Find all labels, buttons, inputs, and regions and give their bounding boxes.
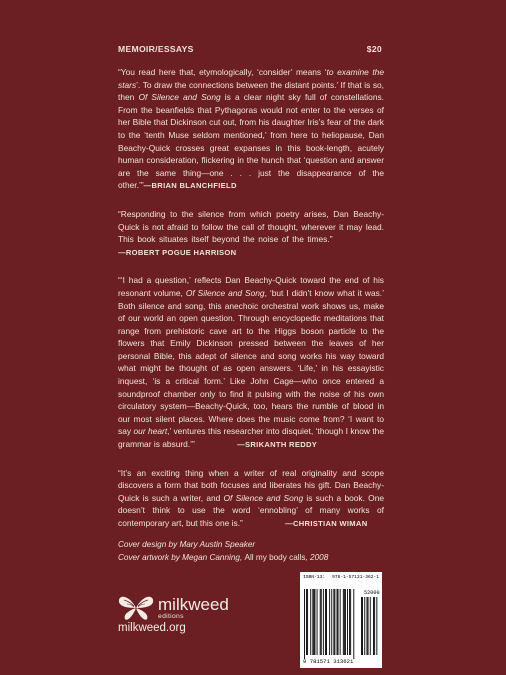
barcode-bar xyxy=(334,589,335,655)
barcode-bar xyxy=(313,589,314,655)
blurb-harrison xyxy=(118,208,384,259)
barcode-bar xyxy=(349,589,350,655)
isbn-line xyxy=(303,575,379,580)
barcode-bar xyxy=(326,589,327,655)
blurb-emphasis: to examine the stars xyxy=(118,67,384,90)
blurb-wiman xyxy=(118,467,384,531)
price-code: 52000 xyxy=(364,590,380,596)
barcode-bar xyxy=(353,589,354,659)
blurb-attribution: —BRIAN BLANCHFIELD xyxy=(143,181,237,191)
barcode-bar xyxy=(317,589,318,655)
barcode-bar xyxy=(333,589,334,655)
barcode-bar xyxy=(350,589,351,655)
barcode-bars xyxy=(304,585,380,659)
blurb-blanchfield xyxy=(118,66,384,193)
barcode-bar xyxy=(329,589,330,655)
blurb-attribution: —CHRISTIAN WIMAN xyxy=(285,519,368,528)
publisher-logo xyxy=(118,592,248,638)
addon-bar xyxy=(376,597,377,655)
addon-bar xyxy=(362,597,363,655)
barcode-digits: 9 781571 313621 xyxy=(303,658,354,665)
artwork-title: All my body calls xyxy=(244,553,306,562)
barcode-bar xyxy=(337,589,338,655)
butterfly-icon xyxy=(118,594,154,622)
blurb-text: is a clear night sky full of constellations. From the beanfields that Pythagoras would not enter to the verses of her Bible that Dickinson cut out, from his daughter Iris’s fear of the dark to the ‘tenth Muse seldom mentioned,’ from here to heliopause, Dan Beachy-Quick crosses great expanses in this book-length, acutely human consideration, flickering in the hunch that ‘question and answer are the same thing—one . . . just the disappearance of the other.’” xyxy=(118,92,384,191)
book-title-italic: Of Silence and Song xyxy=(185,287,265,298)
barcode-bar xyxy=(344,589,345,655)
blurb-text: “You read here that, etymologically, ‘consider’ means ‘ xyxy=(118,67,327,77)
barcode-bar xyxy=(321,589,322,655)
book-title-italic: Of Silence and Song xyxy=(223,492,304,503)
addon-bar xyxy=(367,597,368,655)
addon-bar xyxy=(370,597,371,655)
barcode-bar xyxy=(307,589,308,655)
addon-bar xyxy=(361,597,362,655)
price-label: $20 xyxy=(366,44,382,54)
barcode-bar xyxy=(338,589,339,655)
isbn-number: 978-1-57131-362-1 xyxy=(332,575,379,580)
addon-bar xyxy=(373,597,374,655)
book-title-italic: Of Silence and Song xyxy=(138,92,221,103)
blurb-emphasis: our heart xyxy=(133,426,168,437)
barcode-bar xyxy=(343,589,344,655)
blurbs xyxy=(118,66,384,546)
blurb-text: ,’ ventures this researcher into disquiet, ‘though I know the grammar is absurd.’” xyxy=(118,426,384,450)
publisher-subtitle: editions xyxy=(158,613,184,620)
barcode-bar xyxy=(310,589,311,655)
barcode-bar xyxy=(325,589,326,655)
blurb-attribution: —SRIKANTH REDDY xyxy=(237,440,318,450)
addon-bar xyxy=(374,597,375,655)
category-label: MEMOIR/ESSAYS xyxy=(118,44,194,54)
barcode-bar xyxy=(304,589,305,659)
cover-artwork-credit: Cover artwork by Megan Canning, All my body calls, 2008 xyxy=(118,553,329,562)
blurb-text: is such a book. One doesn’t think to use the word ‘ennobling’ of many works of contemporary art, but this one is.” xyxy=(118,492,385,528)
blurb-reddy xyxy=(118,274,384,451)
blurb-text: ’. To draw the connections between the distant points.’ If that is so, then xyxy=(118,79,384,103)
publisher-name: milkweed xyxy=(158,595,229,614)
blurb-text: “It’s an exciting thing when a writer of real originality and scope discovers a form that both focuses and liberates his gift. Dan Beachy-Quick is such a writer, and xyxy=(118,467,384,503)
barcode-bar xyxy=(312,589,313,655)
isbn-label: ISBN-13: xyxy=(303,575,326,580)
barcode-bar xyxy=(347,589,348,655)
barcode-bar xyxy=(323,589,324,655)
barcode xyxy=(300,572,382,668)
cover-credits xyxy=(118,538,388,564)
blurb-text: “Responding to the silence from which poetry arises, Dan Beachy-Quick is not afraid to follow the call of thought, wherever it may lead. This book situates itself beyond the noise of the times.” xyxy=(118,208,384,245)
addon-bar xyxy=(364,597,365,655)
addon-bar xyxy=(368,597,369,655)
barcode-bar xyxy=(340,589,341,655)
barcode-bar xyxy=(331,589,332,655)
blurb-text: , ‘but I didn’t know what it was.’ Both silence and song, this anechoic orchestral work shows us, make of our world an open question. Through encyclopedic meditations that range from prehistoric cave art to the Higgs boson particle to the flowers that Emily Dickinson pressed between the leaves of her personal Bible, this adept of silence and song works his way toward what might be thought of as open answers. ‘Life,’ in his essayistic inquest, ‘is a critical form.’ Like John Cage—who once entered a soundproof chamber only to find it pulsing with the noise of his own circulatory system—Beachy-Quick, too, hears the rumble of blood in our most silent places. Where does the music come from? ‘I want to say xyxy=(118,287,384,437)
barcode-bar xyxy=(320,589,321,655)
publisher-url: milkweed.org xyxy=(118,622,186,634)
blurb-attribution: —ROBERT POGUE HARRISON xyxy=(118,247,237,257)
barcode-bar xyxy=(306,589,307,655)
barcode-bar xyxy=(315,589,316,655)
header-line xyxy=(118,44,382,54)
cover-design-credit: Cover design by Mary Austin Speaker xyxy=(118,540,256,549)
blurb-text: “‘I had a question,’ reflects Dan Beachy-Quick toward the end of his resonant volume, xyxy=(118,275,384,298)
barcode-bar xyxy=(345,589,346,655)
